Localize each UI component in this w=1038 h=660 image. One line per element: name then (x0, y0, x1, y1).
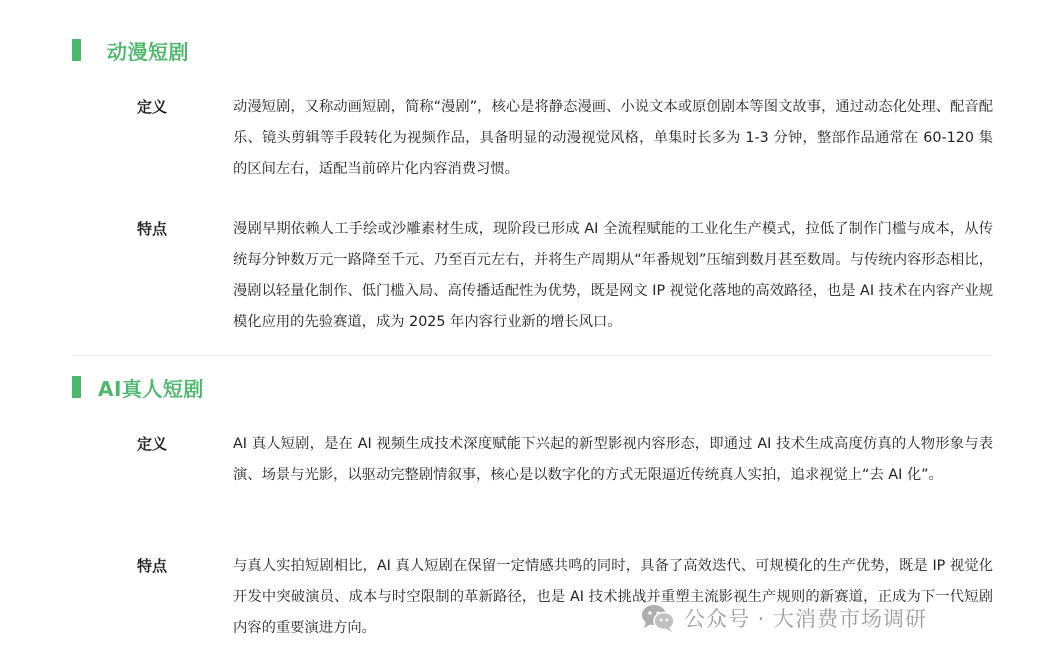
section-divider (72, 355, 992, 356)
heading-accent-bar (72, 376, 81, 398)
section-heading (72, 375, 204, 399)
definition-text: AI 真人短剧，是在 AI 视频生成技术深度赋能下兴起的新型影视内容形态，即通过 AI 技术生成高度仿真的人物形象与表演、场景与光影，以驱动完整剧情叙事，核心是以数字化的方式无限逼近传统真人实拍，追求视觉上“去 AI 化”。 (233, 436, 993, 483)
section-heading (72, 38, 189, 62)
features-label: 特点 (137, 220, 168, 238)
section-title: 动漫短剧 (107, 39, 189, 64)
watermark (640, 600, 927, 636)
heading-accent-bar (72, 39, 81, 61)
section-title: AI真人短剧 (98, 376, 204, 401)
watermark-text: 公众号 · 大消费市场调研 (684, 607, 928, 631)
wechat-icon (640, 603, 676, 633)
features-label: 特点 (137, 557, 168, 575)
definition-label: 定义 (137, 435, 168, 453)
features-text: 与真人实拍短剧相比，AI 真人短剧在保留一定情感共鸣的同时，具备了高效迭代、可规模化的生产优势，既是 IP 视觉化开发中突破演员、成本与时空限制的革新路径，也是 AI 技术挑战并重塑主流影视生产规则的新赛道，正成为下一代短剧内容的重要演进方向。 (233, 558, 993, 636)
definition-text: 动漫短剧，又称动画短剧，简称“漫剧”，核心是将静态漫画、小说文本或原创剧本等图文故事，通过动态化处理、配音配乐、镜头剪辑等手段转化为视频作品，具备明显的动漫视觉风格，单集时长多为 1-3 分钟，整部作品通常在 60-120 集的区间左右，适配当前碎片化内容消费习惯。 (233, 99, 993, 177)
definition-label: 定义 (137, 98, 168, 116)
features-text: 漫剧早期依赖人工手绘或沙雕素材生成，现阶段已形成 AI 全流程赋能的工业化生产模式，拉低了制作门槛与成本，从传统每分钟数万元一路降至千元、乃至百元左右，并将生产周期从“年番规划”压缩到数月甚至数周。与传统内容形态相比，漫剧以轻量化制作、低门槛入局、高传播适配性为优势，既是网文 IP 视觉化落地的高效路径，也是 AI 技术在内容产业规模化应用的先验赛道，成为 2025 年内容行业新的增长风口。 (233, 221, 993, 330)
